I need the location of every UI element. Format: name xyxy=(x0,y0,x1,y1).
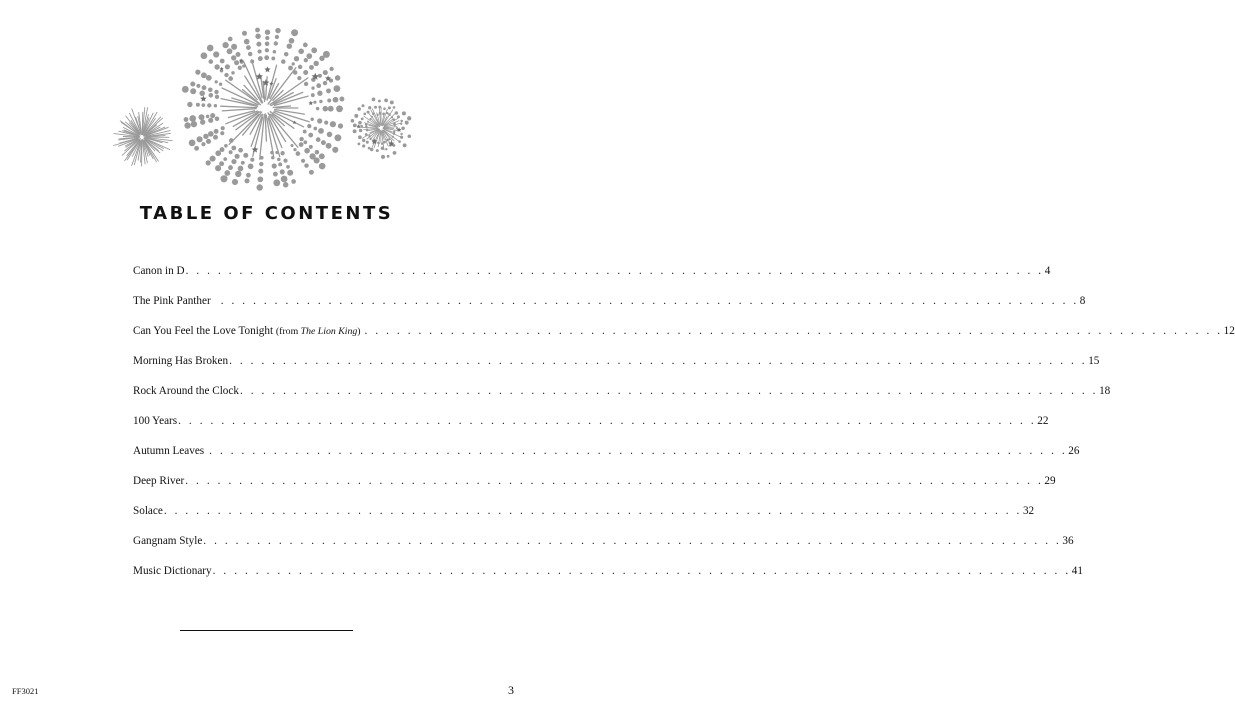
dot-leader: . . . . . . . . . . . . . . . . . . . . . . . . . . . . . . . . . . . . . . . . . . . . . . . . . . . . . . . . . . . . . . . . . . . . . . . . . . . . . . . . xyxy=(220,295,1079,307)
dot-leader: . . . . . . . . . . . . . . . . . . . . . . . . . . . . . . . . . . . . . . . . . . . . . . . . . . . . . . . . . . . . . . . . . . . . . . . . . . . . . . . . xyxy=(163,505,1022,517)
toc-entry xyxy=(133,474,1056,504)
fireworks-illustration xyxy=(0,0,533,200)
toc-entry-page: 26 xyxy=(1068,445,1080,457)
dot-leader: . . . . . . . . . . . . . . . . . . . . . . . . . . . . . . . . . . . . . . . . . . . . . . . . . . . . . . . . . . . . . . . . . . . . . . . . . . . . . . . . xyxy=(185,475,1044,487)
toc-entry-title: The Pink Panther xyxy=(133,295,211,307)
toc-entry xyxy=(133,534,1074,564)
toc-entry-page: 18 xyxy=(1099,385,1111,397)
toc-entry-title: Autumn Leaves xyxy=(133,445,205,457)
toc-entry xyxy=(133,384,1111,414)
toc-entry-title: Deep River xyxy=(133,475,185,487)
toc-entry-title: Morning Has Broken xyxy=(133,355,229,367)
toc-entry-title: Canon in D xyxy=(133,265,185,277)
page-number: 3 xyxy=(508,683,514,697)
toc-entry-title: 100 Years xyxy=(133,415,178,427)
dot-leader: . . . . . . . . . . . . . . . . . . . . . . . . . . . . . . . . . . . . . . . . . . . . . . . . . . . . . . . . . . . . . . . . . . . . . . . . . . . . . . . . xyxy=(229,355,1088,367)
dot-leader: . . . . . . . . . . . . . . . . . . . . . . . . . . . . . . . . . . . . . . . . . . . . . . . . . . . . . . . . . . . . . . . . . . . . . . . . . . . . . . . . xyxy=(364,325,1223,337)
dot-leader: . . . . . . . . . . . . . . . . . . . . . . . . . . . . . . . . . . . . . . . . . . . . . . . . . . . . . . . . . . . . . . . . . . . . . . . . . . . . . . . . xyxy=(209,445,1068,457)
toc-entry xyxy=(133,354,1100,384)
toc-entry-page: 29 xyxy=(1044,475,1056,487)
toc-entry xyxy=(133,564,1083,594)
toc-entry xyxy=(133,264,1051,294)
product-code: FF3021 xyxy=(12,686,39,696)
dot-leader: . . . . . . . . . . . . . . . . . . . . . . . . . . . . . . . . . . . . . . . . . . . . . . . . . . . . . . . . . . . . . . . . . . . . . . . . . . . . . . . . xyxy=(212,565,1071,577)
toc-entry xyxy=(133,414,1049,444)
toc-entry xyxy=(133,504,1035,534)
left-firework-burst xyxy=(114,108,173,167)
toc-entry xyxy=(133,324,1235,354)
toc-entry-source-note: (from The Lion King) xyxy=(275,326,361,337)
toc-entry xyxy=(133,444,1080,474)
toc-entry-page: 32 xyxy=(1022,505,1035,517)
dot-leader: . . . . . . . . . . . . . . . . . . . . . . . . . . . . . . . . . . . . . . . . . . . . . . . . . . . . . . . . . . . . . . . . . . . . . . . . . . . . . . . . xyxy=(239,385,1099,397)
dot-leader: . . . . . . . . . . . . . . . . . . . . . . . . . . . . . . . . . . . . . . . . . . . . . . . . . . . . . . . . . . . . . . . . . . . . . . . . . . . . . . . . xyxy=(178,415,1037,427)
toc-entry-title: Music Dictionary xyxy=(133,565,212,577)
toc-entry-page: 41 xyxy=(1071,565,1083,577)
table-of-contents xyxy=(133,264,1235,594)
toc-entry-title: Can You Feel the Love Tonight (from The Lion King) xyxy=(133,325,361,337)
toc-entry-page: 8 xyxy=(1079,295,1086,307)
toc-entry-page: 12 xyxy=(1223,325,1235,337)
dot-leader: . . . . . . . . . . . . . . . . . . . . . . . . . . . . . . . . . . . . . . . . . . . . . . . . . . . . . . . . . . . . . . . . . . . . . . . . . . . . . . . . xyxy=(185,265,1044,277)
toc-entry-page: 22 xyxy=(1037,415,1049,427)
toc-entry-page: 4 xyxy=(1044,265,1051,277)
large-firework-burst xyxy=(182,28,344,191)
divider-line xyxy=(180,630,353,631)
toc-entry-title: Rock Around the Clock xyxy=(133,385,239,397)
dot-leader: . . . . . . . . . . . . . . . . . . . . . . . . . . . . . . . . . . . . . . . . . . . . . . . . . . . . . . . . . . . . . . . . . . . . . . . . . . . . . . . . xyxy=(203,535,1062,547)
toc-entry xyxy=(133,294,1086,324)
toc-entry-title: Gangnam Style xyxy=(133,535,203,547)
toc-entry-page: 15 xyxy=(1088,355,1100,367)
toc-entry-title: Solace xyxy=(133,505,163,517)
page-title: TABLE OF CONTENTS xyxy=(139,203,394,224)
right-firework-burst xyxy=(351,98,412,159)
toc-entry-page: 36 xyxy=(1062,535,1074,547)
